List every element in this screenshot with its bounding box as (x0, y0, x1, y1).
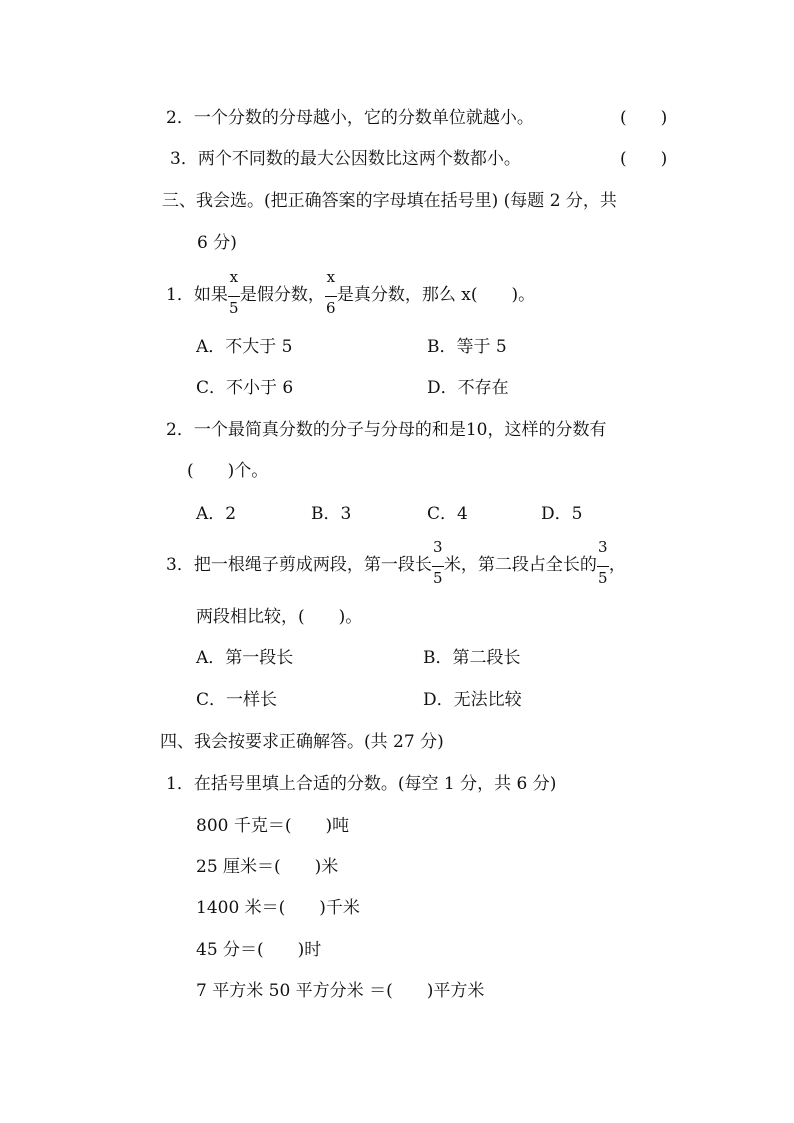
judge-q3-answer-paren[interactable]: ( ) (620, 149, 668, 169)
s3-q2-option-a[interactable]: A．2 (196, 504, 237, 524)
fraction-denominator: 5 (598, 568, 608, 587)
s3-q3-suffix: ， (608, 555, 626, 575)
fraction-bar (432, 566, 444, 567)
s3-q1-stem (166, 267, 536, 317)
s3-q3-stem (166, 537, 626, 587)
section3-title-cont: 6 分) (197, 233, 237, 253)
s3-q1-prefix: 1．如果 (166, 285, 228, 305)
s4-q1-stem: 1．在括号里填上合适的分数。(每空 1 分，共 6 分) (166, 774, 557, 794)
fraction-numerator: 3 (433, 537, 443, 556)
judge-q3-text: 3．两个不同数的最大公因数比这两个数都小。 (170, 149, 521, 169)
s4-q1-item-5[interactable]: 7 平方米 50 平方分米 ＝( )平方米 (196, 981, 485, 1001)
section4-title: 四、我会按要求正确解答。(共 27 分) (160, 732, 444, 752)
s3-q3-fraction-1 (432, 537, 444, 587)
s3-q1-option-a[interactable]: A．不大于 5 (196, 337, 293, 357)
s3-q3-option-b[interactable]: B．第二段长 (423, 648, 521, 668)
fraction-bar (228, 296, 240, 297)
s3-q3-fraction-2 (597, 537, 609, 587)
fraction-numerator: x (326, 267, 336, 286)
fraction-denominator: 6 (326, 298, 336, 317)
s3-q2-stem-cont[interactable]: ( )个。 (187, 461, 269, 481)
s3-q1-option-d[interactable]: D．不存在 (427, 378, 509, 398)
section3-title: 三、我会选。(把正确答案的字母填在括号里) (每题 2 分，共 (162, 191, 617, 211)
fraction-bar (325, 296, 337, 297)
s4-q1-item-3[interactable]: 1400 米＝( )千米 (196, 898, 360, 918)
s4-q1-item-2[interactable]: 25 厘米＝( )米 (196, 857, 339, 877)
fraction-denominator: 5 (433, 568, 443, 587)
s3-q2-option-c[interactable]: C．4 (427, 504, 468, 524)
fraction-numerator: 3 (598, 537, 608, 556)
s4-q1-item-4[interactable]: 45 分＝( )时 (196, 940, 322, 960)
judge-q2-answer-paren[interactable]: ( ) (620, 108, 668, 128)
s3-q2-stem: 2．一个最简真分数的分子与分母的和是10，这样的分数有 (166, 420, 607, 440)
fraction-numerator: x (229, 267, 239, 286)
fraction-bar (597, 566, 609, 567)
s3-q1-fraction-2 (325, 267, 337, 317)
s3-q3-option-d[interactable]: D．无法比较 (423, 690, 522, 710)
s3-q3-mid: 米，第二段占全长的 (443, 555, 597, 575)
s3-q1-mid: 是假分数， (239, 285, 325, 305)
s3-q1-suffix: 是真分数，那么 x( )。 (336, 285, 536, 305)
s3-q2-option-d[interactable]: D．5 (541, 504, 583, 524)
s3-q3-stem-cont[interactable]: 两段相比较，( )。 (196, 607, 363, 627)
s3-q3-prefix: 3．把一根绳子剪成两段，第一段长 (166, 555, 432, 575)
s3-q2-option-b[interactable]: B．3 (311, 504, 352, 524)
s4-q1-item-1[interactable]: 800 千克＝( )吨 (196, 816, 350, 836)
s3-q3-option-c[interactable]: C．一样长 (196, 690, 278, 710)
judge-q2-text: 2．一个分数的分母越小，它的分数单位就越小。 (166, 108, 534, 128)
s3-q1-fraction-1 (228, 267, 240, 317)
s3-q3-option-a[interactable]: A．第一段长 (196, 648, 294, 668)
fraction-denominator: 5 (229, 298, 239, 317)
s3-q1-option-b[interactable]: B．等于 5 (427, 337, 507, 357)
s3-q1-option-c[interactable]: C．不小于 6 (196, 378, 294, 398)
